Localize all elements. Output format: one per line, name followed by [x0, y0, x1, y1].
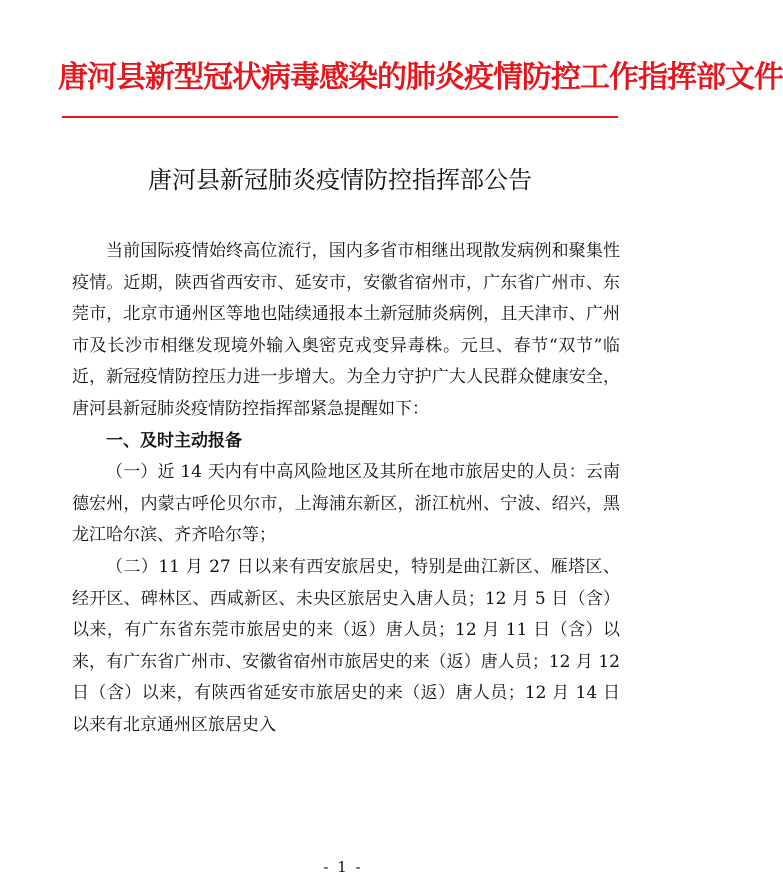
- notice-title: 唐河县新冠肺炎疫情防控指挥部公告: [148, 166, 532, 194]
- section-heading-report: 一、及时主动报备: [106, 430, 242, 451]
- notice-body: [72, 236, 620, 742]
- page-number: - 1 -: [323, 858, 363, 876]
- paragraph-item-2: （二）11 月 27 日以来有西安旅居史，特别是曲江新区、雁塔区、经开区、碑林区、西咸新区、未央区旅居史入唐人员；12 月 5 日（含）以来，有广东省东莞市旅居史的来（返）唐人员；12 月 11 日（含）以来，有广东省广州市、安徽省宿州市旅居史的来（返）唐人员；12 月 12 日（含）以来，有陕西省延安市旅居史的来（返）唐人员；12 月 14 日以来有北京通州区旅居史入: [72, 556, 620, 735]
- paragraph-item-1: （一）近 14 天内有中高风险地区及其所在地市旅居史的人员：云南德宏州，内蒙古呼伦贝尔市，上海浦东新区，浙江杭州、宁波、绍兴，黑龙江哈尔滨、齐齐哈尔等；: [72, 462, 620, 546]
- masthead-title: 唐河县新型冠状病毒感染的肺炎疫情防控工作指挥部文件: [58, 60, 783, 95]
- paragraph-intro: 当前国际疫情始终高位流行，国内多省市相继出现散发病例和聚集性疫情。近期，陕西省西安市、延安市，安徽省宿州市，广东省广州市、东莞市，北京市通州区等地也陆续通报本土新冠肺炎病例，且天津市、广州市及长沙市相继发现境外输入奥密克戎变异毒株。元旦、春节“双节”临近，新冠疫情防控压力进一步增大。为全力守护广大人民群众健康安全，唐河县新冠肺炎疫情防控指挥部紧急提醒如下：: [72, 241, 620, 419]
- red-divider-line: [62, 116, 618, 118]
